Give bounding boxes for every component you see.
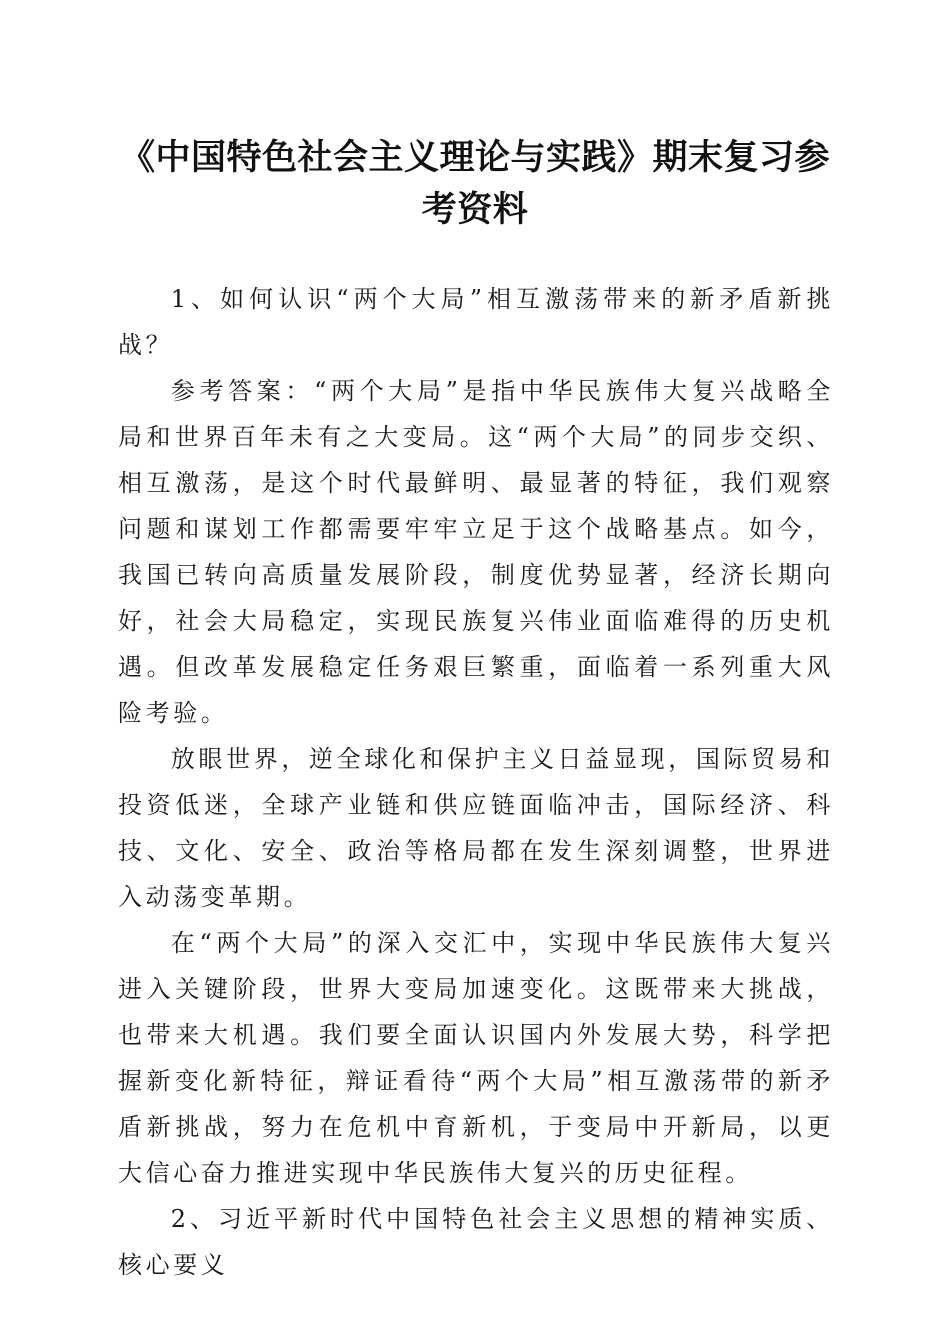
document-title: 《中国特色社会主义理论与实践》期末复习参考资料 (119, 137, 830, 230)
question-2: 2、习近平新时代中国特色社会主义思想的精神实质、核心要义 (118, 1205, 834, 1279)
question-1: 1、如何认识“两个大局”相互激荡带来的新矛盾新挑战？ (118, 285, 834, 359)
answer-paragraph-1: 参考答案：“两个大局”是指中华民族伟大复兴战略全局和世界百年未有之大变局。这“两个大局”的同步交织、相互激荡，是这个时代最鲜明、最显著的特征，我们观察问题和谋划工作都需要牢牢立足于这个战略基点。如今，我国已转向高质量发展阶段，制度优势显著，经济长期向好，社会大局稳定，实现民族复兴伟业面临难得的历史机遇。但改革发展稳定任务艰巨繁重，面临着一系列重大风险考验。 (118, 377, 834, 727)
answer-paragraph-2: 放眼世界，逆全球化和保护主义日益显现，国际贸易和投资低迷，全球产业链和供应链面临冲击，国际经济、科技、文化、安全、政治等格局都在发生深刻调整，世界进入动荡变革期。 (118, 745, 834, 911)
answer-paragraph-3: 在“两个大局”的深入交汇中，实现中华民族伟大复兴进入关键阶段，世界大变局加速变化。这既带来大挑战，也带来大机遇。我们要全面认识国内外发展大势，科学把握新变化新特征，辩证看待“两个大局”相互激荡带的新矛盾新挑战，努力在危机中育新机，于变局中开新局，以更大信心奋力推进实现中华民族伟大复兴的历史征程。 (118, 929, 834, 1187)
document-body (118, 276, 834, 1288)
